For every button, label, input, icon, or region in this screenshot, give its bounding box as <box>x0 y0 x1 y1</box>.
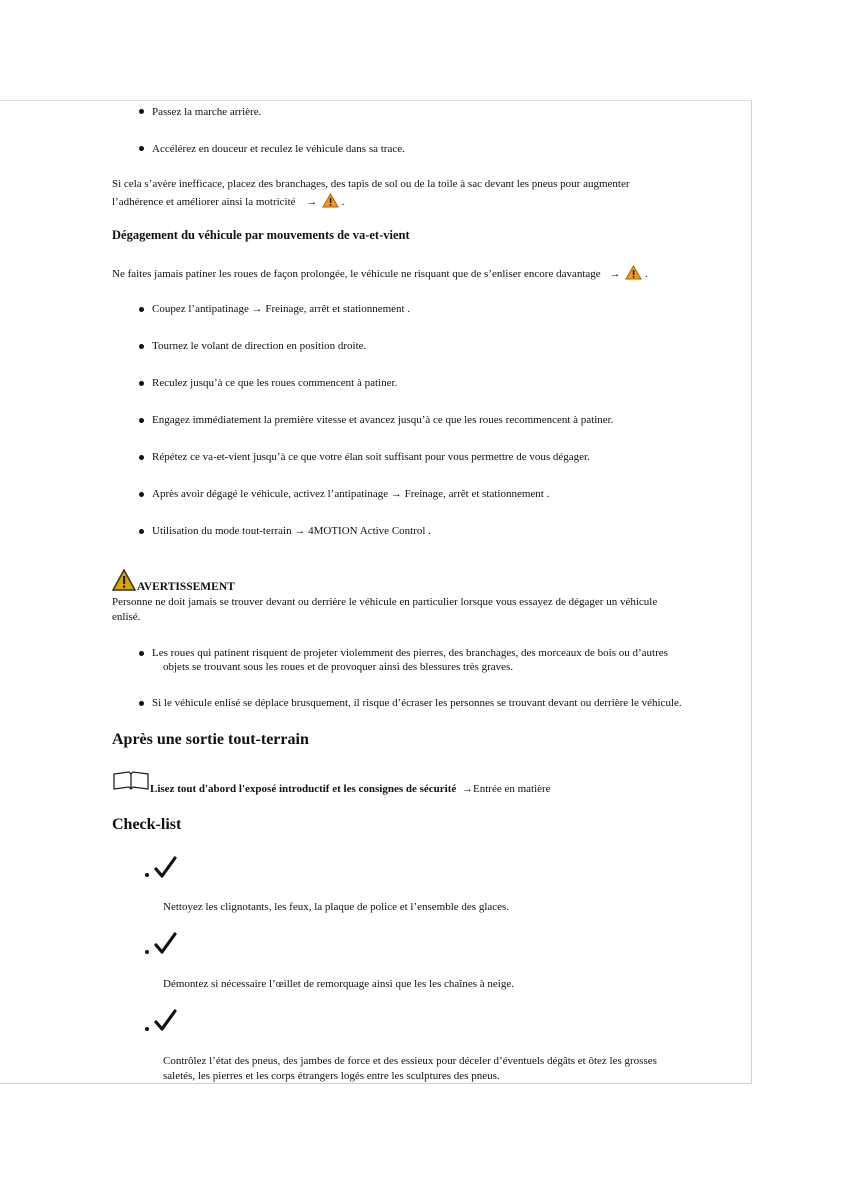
step-item: Répétez ce va-et-vient jusqu’à ce que votre élan soit suffisant pour vous permettre de vous dégager. <box>152 451 590 463</box>
step-item[interactable]: Utilisation du mode tout-terrain → 4MOTION Active Control . <box>152 525 431 537</box>
bullet <box>145 873 149 877</box>
bullet <box>145 1027 149 1031</box>
bullet <box>139 418 144 423</box>
checklist-item: Démontez si nécessaire l’œillet de remorquage ainsi que les les chaînes à neige. <box>163 978 514 990</box>
step-item[interactable]: Après avoir dégagé le véhicule, activez l’antipatinage → Freinage, arrêt et stationnement . <box>152 488 550 500</box>
bullet <box>139 307 144 312</box>
paragraph-text: Ne faites jamais patiner les roues de façon prolongée, le véhicule ne risquant que de s’enliser encore davantage <box>112 268 601 280</box>
warning-list-item: objets se trouvant sous les roues et de provoquer ainsi des blessures très graves. <box>163 661 514 673</box>
paragraph-line: Si cela s’avère inefficace, placez des branchages, des tapis de sol ou de la toile à sac devant les pneus pour augmenter <box>112 178 630 190</box>
section-heading: Check-list <box>112 816 182 833</box>
list-item: Accélérez en douceur et reculez le véhicule dans sa trace. <box>152 143 405 155</box>
read-first-text: Lisez tout d'abord l'exposé introductif et les consignes de sécurité <box>150 783 457 795</box>
period: . <box>644 268 648 280</box>
bullet <box>139 651 144 656</box>
warning-list-item: Les roues qui patinent risquent de projeter violemment des pierres, des branchages, des morceaux de bois ou d’autres <box>152 647 668 659</box>
paragraph-line <box>112 193 345 212</box>
intro-link[interactable]: Entrée en matière <box>473 783 551 795</box>
checklist-item: Nettoyez les clignotants, les feux, la plaque de police et l’ensemble des glaces. <box>163 901 510 913</box>
checklist-item: Contrôlez l’état des pneus, des jambes de force et des essieux pour déceler d’éventuels dégâts et ôtez les grosses <box>163 1055 657 1067</box>
checkmark-icon <box>153 932 177 956</box>
bullet <box>139 492 144 497</box>
link-arrow[interactable]: → <box>609 268 621 280</box>
bullet <box>139 529 144 534</box>
step-item: Reculez jusqu’à ce que les roues commencent à patiner. <box>152 377 398 389</box>
step-item: Engagez immédiatement la première vitesse et avancez jusqu’à ce que les roues recommencent à patiner. <box>152 414 614 426</box>
bullet <box>145 950 149 954</box>
warning-list-item: Si le véhicule enlisé se déplace brusquement, il risque d’écraser les personnes se trouvant devant ou derrière le véhicule. <box>152 697 682 709</box>
checkmark-icon <box>153 856 177 880</box>
bullet <box>139 701 144 706</box>
warning-triangle-icon[interactable] <box>322 193 339 212</box>
warning-text: enlisé. <box>112 611 141 623</box>
bullet <box>139 344 144 349</box>
checklist-item: saletés, les pierres et les corps étrangers logés entre les sculptures des pneus. <box>163 1070 500 1082</box>
section-heading: Dégagement du véhicule par mouvements de va-et-vient <box>112 228 410 242</box>
list-item: Passez la marche arrière. <box>152 106 262 118</box>
bullet <box>139 381 144 386</box>
link-arrow[interactable]: → <box>306 196 318 208</box>
paragraph-line <box>112 265 648 284</box>
bullet <box>139 109 144 114</box>
bullet <box>139 146 144 151</box>
warning-title: AVERTISSEMENT <box>137 581 235 593</box>
book-icon <box>112 771 150 794</box>
checkmark-icon <box>153 1009 177 1033</box>
section-heading: Après une sortie tout-terrain <box>112 731 309 748</box>
bullet <box>139 455 144 460</box>
link-arrow[interactable]: → <box>462 783 473 795</box>
warning-text: Personne ne doit jamais se trouver devant ou derrière le véhicule en particulier lorsque vous essayez de dégager un véhicule <box>112 596 658 608</box>
period: . <box>341 196 345 208</box>
paragraph-text: l’adhérence et améliorer ainsi la motricité <box>112 196 296 208</box>
warning-triangle-icon[interactable] <box>625 265 642 284</box>
step-item: Tournez le volant de direction en position droite. <box>152 340 367 352</box>
warning-icon <box>112 569 136 594</box>
read-first-line <box>150 782 551 796</box>
step-item[interactable]: Coupez l’antipatinage → Freinage, arrêt et stationnement . <box>152 303 411 315</box>
